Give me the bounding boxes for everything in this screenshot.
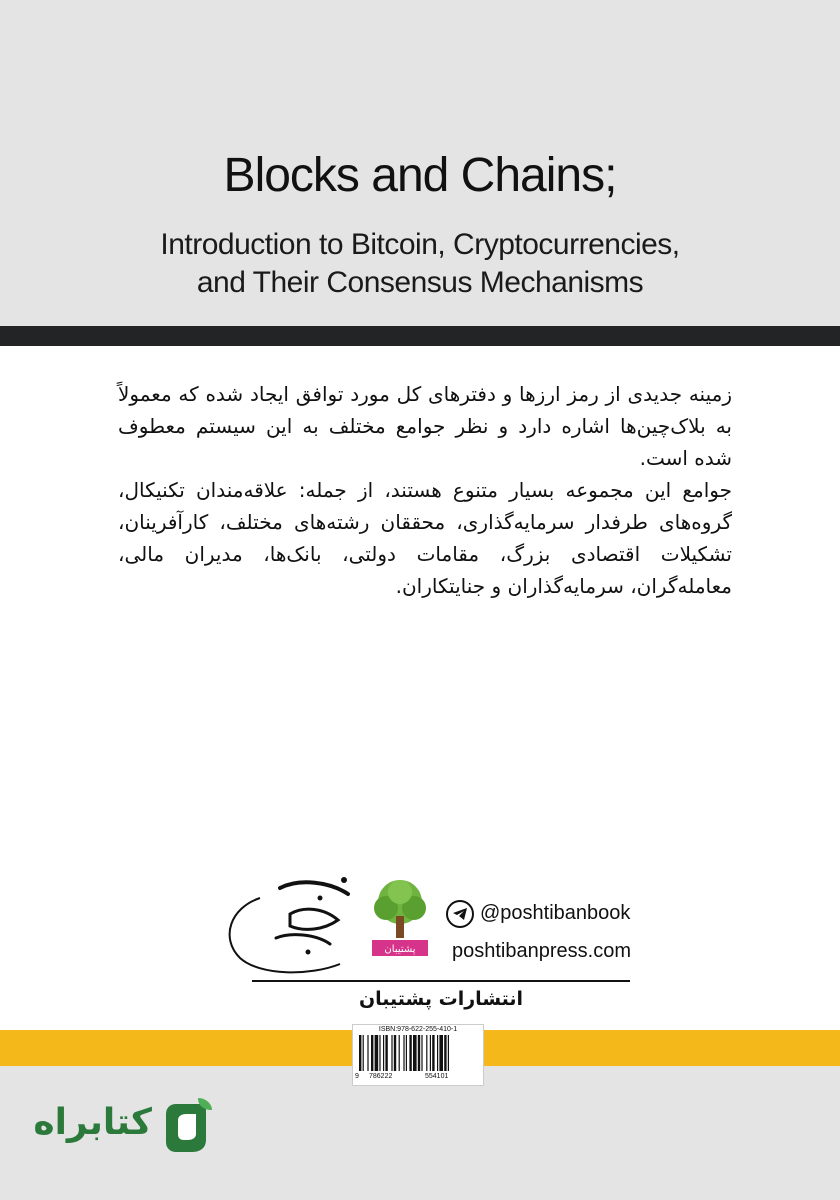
barcode-bar xyxy=(413,1035,417,1071)
barcode-bar xyxy=(430,1035,431,1071)
book-description xyxy=(118,378,732,602)
isbn-barcode xyxy=(352,1024,484,1086)
barcode-bar xyxy=(367,1035,368,1071)
barcode-bar xyxy=(359,1035,361,1071)
ketabrah-brand[interactable] xyxy=(33,1092,220,1158)
barcode-bar xyxy=(363,1035,364,1071)
tree-logo xyxy=(368,876,432,960)
barcode-lead-digit: 9 xyxy=(355,1073,359,1080)
book-leaf-icon xyxy=(156,1096,216,1156)
publisher-divider xyxy=(252,980,630,982)
publisher-logo-text: انتشارات پشتیبان xyxy=(286,930,294,931)
barcode-bar xyxy=(383,1035,384,1071)
dark-divider-band xyxy=(0,326,840,346)
barcode-bar xyxy=(385,1035,387,1071)
publisher-name: انتشارات پشتیبان xyxy=(358,988,524,1010)
barcode-bar xyxy=(432,1035,434,1071)
barcode-bar xyxy=(421,1035,422,1071)
isbn-number: ISBN:978-622-255-410-1 xyxy=(378,1026,458,1033)
barcode-bar xyxy=(444,1035,446,1071)
barcode-left-digits: 786222 xyxy=(369,1073,393,1080)
barcode-bar xyxy=(448,1035,449,1071)
barcode-bar xyxy=(391,1035,392,1071)
barcode-bar xyxy=(406,1035,407,1071)
book-subtitle-line2: and Their Consensus Mechanisms xyxy=(196,266,644,299)
brand-name: کتابراه xyxy=(33,1102,152,1143)
barcode-right-digits: 554101 xyxy=(425,1073,449,1080)
tree-logo-label: پشتیبان xyxy=(384,944,416,955)
publisher-calligraphy-logo xyxy=(220,868,360,980)
barcode-bar xyxy=(399,1035,400,1071)
barcode-bar xyxy=(403,1035,404,1071)
barcode-bar xyxy=(375,1035,379,1071)
description-paragraph-2: جوامع این مجموعه بسیار متنوع هستند، از جمله: علاقه‌مندان تکنیکال، گروه‌های طرفدار سرمایه‌گذاری، محققان رشته‌های مختلف، کارآفرینان، تشکیلات اقتصادی بزرگ، مقامات دولتی، بانک‌ها، مدیران مالی، معامله‌گران، سرمایه‌گذاران و جنایتکاران. xyxy=(118,478,732,598)
barcode-bar xyxy=(371,1035,373,1071)
description-paragraph-1: زمینه جدیدی از رمز ارزها و دفترهای کل مورد توافق ایجاد شده که معمولاً به بلاک‌چین‌ها اشاره دارد و نظر جوامع مختلف به این سیستم معطوف شده است. xyxy=(118,382,732,470)
publisher-website: poshtibanpress.com xyxy=(452,940,631,962)
barcode-bar xyxy=(437,1035,438,1071)
book-title: Blocks and Chains; xyxy=(223,149,617,202)
barcode-bar xyxy=(439,1035,443,1071)
telegram-icon xyxy=(446,900,474,928)
barcode-bars xyxy=(359,1035,477,1071)
barcode-bar xyxy=(409,1035,411,1071)
barcode-bar xyxy=(379,1035,380,1071)
barcode-bar xyxy=(426,1035,427,1071)
barcode-bar xyxy=(394,1035,396,1071)
book-subtitle-line1: Introduction to Bitcoin, Cryptocurrencies, xyxy=(160,228,680,261)
barcode-bar xyxy=(418,1035,420,1071)
telegram-handle: @poshtibanbook xyxy=(480,902,631,924)
